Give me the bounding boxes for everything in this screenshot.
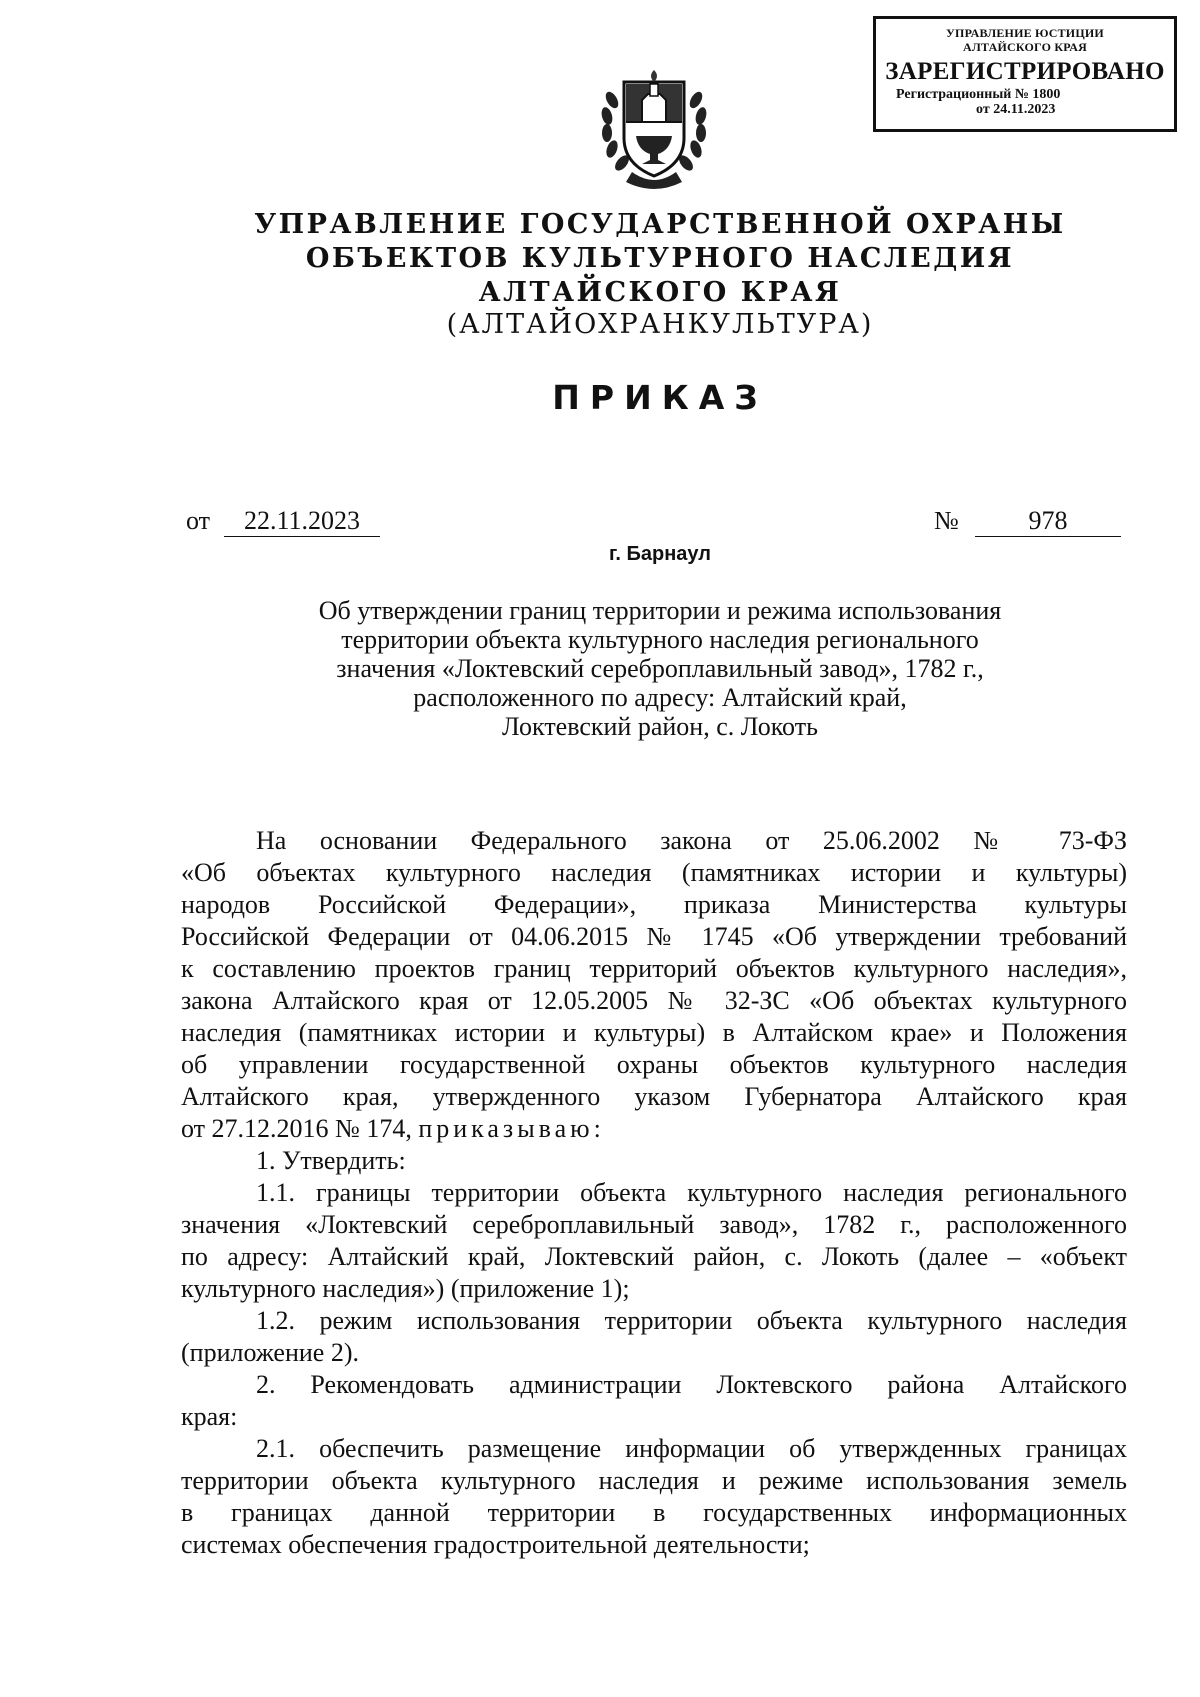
registration-stamp: [873, 16, 1177, 132]
stamp-reg-number: Регистрационный № 1800: [896, 87, 1061, 102]
body-line: 1.2. режим использования территории объекта культурного наследия: [256, 1306, 1127, 1335]
body-line: (приложение 2).: [181, 1338, 360, 1367]
order-word: приказываю:: [418, 1114, 605, 1143]
subject-line: расположенного по адресу: Алтайский край,: [413, 683, 907, 712]
organization-title-line3: АЛТАЙСКОГО КРАЯ: [478, 277, 842, 308]
item-2-1: [181, 1433, 1127, 1561]
item-1-1: [181, 1177, 1127, 1305]
body-line: наследия (памятниках истории и культуры) в Алтайском крае» и Положения: [181, 1018, 1127, 1047]
body-line: 1.1. границы территории объекта культурного наследия регионального: [256, 1178, 1127, 1207]
organization-short-name: (АЛТАЙОХРАНКУЛЬТУРА): [446, 309, 874, 340]
item-1-2: [181, 1305, 1127, 1369]
body-line: территории объекта культурного наследия и режиме использования земель: [181, 1466, 1127, 1495]
subject-line: территории объекта культурного наследия регионального: [341, 625, 979, 654]
item-2: [181, 1369, 1127, 1433]
body-line: значения «Локтевский сереброплавильный завод», 1782 г., расположенного: [181, 1210, 1127, 1239]
body-line: системах обеспечения градостроительной деятельности;: [181, 1530, 810, 1559]
document-body: [181, 825, 1127, 1561]
stamp-org-line1: УПРАВЛЕНИЕ ЮСТИЦИИ: [946, 26, 1104, 40]
body-line: края:: [181, 1402, 238, 1431]
subject-line: значения «Локтевский сереброплавильный завод», 1782 г.,: [336, 654, 984, 683]
stamp-org-line2: АЛТАЙСКОГО КРАЯ: [963, 40, 1087, 54]
body-line: культурного наследия») (приложение 1);: [181, 1274, 630, 1303]
body-line: 2. Рекомендовать администрации Локтевского района Алтайского: [256, 1370, 1127, 1399]
document-number: 978: [975, 506, 1121, 537]
document-subject: [0, 596, 1200, 741]
body-line: закона Алтайского края от 12.05.2005 № 32-ЗС «Об объектах культурного: [181, 986, 1127, 1015]
body-line: народов Российской Федерации», приказа Министерства культуры: [181, 890, 1127, 919]
coat-of-arms-icon: [598, 60, 710, 190]
number-label: №: [934, 506, 959, 535]
body-line: к составлению проектов границ территорий объектов культурного наследия»,: [181, 954, 1127, 983]
document-type: ПРИКАЗ: [552, 378, 768, 417]
body-line: об управлении государственной охраны объектов культурного наследия: [181, 1050, 1127, 1079]
body-line: 2.1. обеспечить размещение информации об утвержденных границах: [256, 1434, 1127, 1463]
preamble-paragraph: [181, 825, 1127, 1145]
body-line-last: [181, 1113, 1127, 1145]
subject-line: Об утверждении границ территории и режима использования: [318, 596, 1002, 625]
stamp-org: [876, 26, 1174, 54]
body-line: Алтайского края, утвержденного указом Губернатора Алтайского края: [181, 1082, 1127, 1111]
body-line: «Об объектах культурного наследия (памятниках истории и культуры): [181, 858, 1127, 887]
body-line-text: от 27.12.2016 № 174,: [181, 1114, 412, 1143]
date-label: от: [186, 506, 211, 535]
organization-title: [0, 208, 1200, 310]
item-1: [181, 1145, 1127, 1177]
document-date: 22.11.2023: [224, 506, 380, 537]
body-line: 1. Утвердить:: [256, 1146, 406, 1175]
organization-title-line2: ОБЪЕКТОВ КУЛЬТУРНОГО НАСЛЕДИЯ: [305, 243, 1015, 274]
body-line: в границах данной территории в государственных информационных: [181, 1498, 1127, 1527]
body-line: На основании Федерального закона от 25.06.2002 № 73-ФЗ: [256, 826, 1127, 855]
organization-title-line1: УПРАВЛЕНИЕ ГОСУДАРСТВЕННОЙ ОХРАНЫ: [254, 209, 1066, 240]
body-line: Российской Федерации от 04.06.2015 № 1745 «Об утверждении требований: [181, 922, 1127, 951]
stamp-status: ЗАРЕГИСТРИРОВАНО: [885, 58, 1165, 85]
subject-line: Локтевский район, с. Локоть: [502, 712, 818, 741]
stamp-reg-date: от 24.11.2023: [976, 102, 1056, 117]
body-line: по адресу: Алтайский край, Локтевский район, с. Локоть (далее – «объект: [181, 1242, 1127, 1271]
city: г. Барнаул: [609, 543, 711, 565]
